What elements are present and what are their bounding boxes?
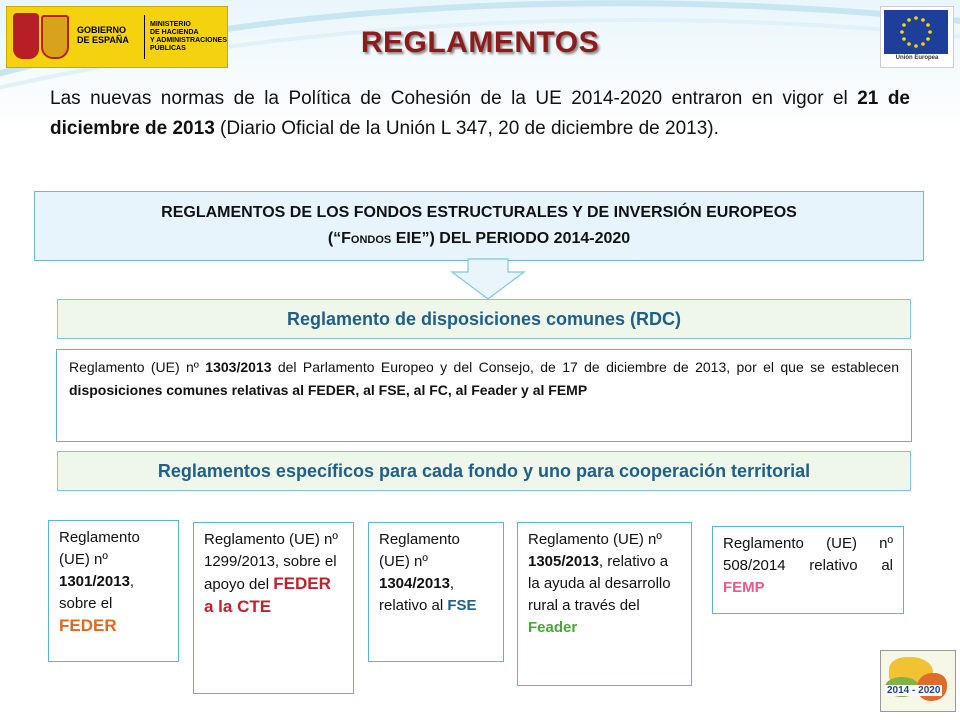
rdc-heading: Reglamento de disposiciones comunes (RDC) [57,299,911,339]
card-feader: Reglamento (UE) nº 1305/2013, relativo a la ayuda al desarrollo rural a través del Feader [517,522,692,686]
down-arrow-icon [450,258,526,300]
fondos-eie-line1: REGLAMENTOS DE LOS FONDOS ESTRUCTURALES Y DE INVERSIÓN EUROPEOS [161,204,797,221]
fondos-eie-line2: (“Fondos EIE”) DEL PERIODO 2014-2020 [327,230,631,247]
fondos-eie-box [34,191,924,261]
cte-2014-2020-logo [880,650,956,712]
card-feder: Reglamento (UE) nº 1301/2013, sobre el FEDER [48,520,179,662]
card-fse: Reglamento (UE) nº 1304/2013, relativo al FSE [368,522,504,662]
eu-flag-icon [884,10,948,54]
card-femp: Reglamento (UE) nº 508/2014 relativo al FEMP [712,526,904,614]
eu-logo [880,6,954,68]
eu-caption: Unión Europea [895,55,939,61]
gobierno-text: GOBIERNO DE ESPAÑA [77,25,129,45]
ministry-text: MINISTERIO DE HACIENDA Y ADMINISTRACIONES PÚBLICAS [150,21,228,52]
specific-regulations-heading: Reglamentos específicos para cada fondo y uno para cooperación territorial [57,451,911,491]
page-title: REGLAMENTOS [360,26,600,59]
card-feder-cte: Reglamento (UE) nº 1299/2013, sobre el apoyo del FEDER a la CTE [193,522,354,694]
intro-paragraph: Las nuevas normas de la Política de Cohesión de la UE 2014-2020 entraron en vigor el 21 de diciembre de 2013 (Diario Oficial de la Unión L 347, 20 de diciembre de 2013). [50,88,910,139]
rdc-description: Reglamento (UE) nº 1303/2013 del Parlamento Europeo y del Consejo, de 17 de diciembre de 2013, por el que se establecen disposiciones comunes relativas al FEDER, al FSE, al FC, al Feader y al FEMP [56,349,912,442]
cte-years: 2014 - 2020 [887,685,941,696]
